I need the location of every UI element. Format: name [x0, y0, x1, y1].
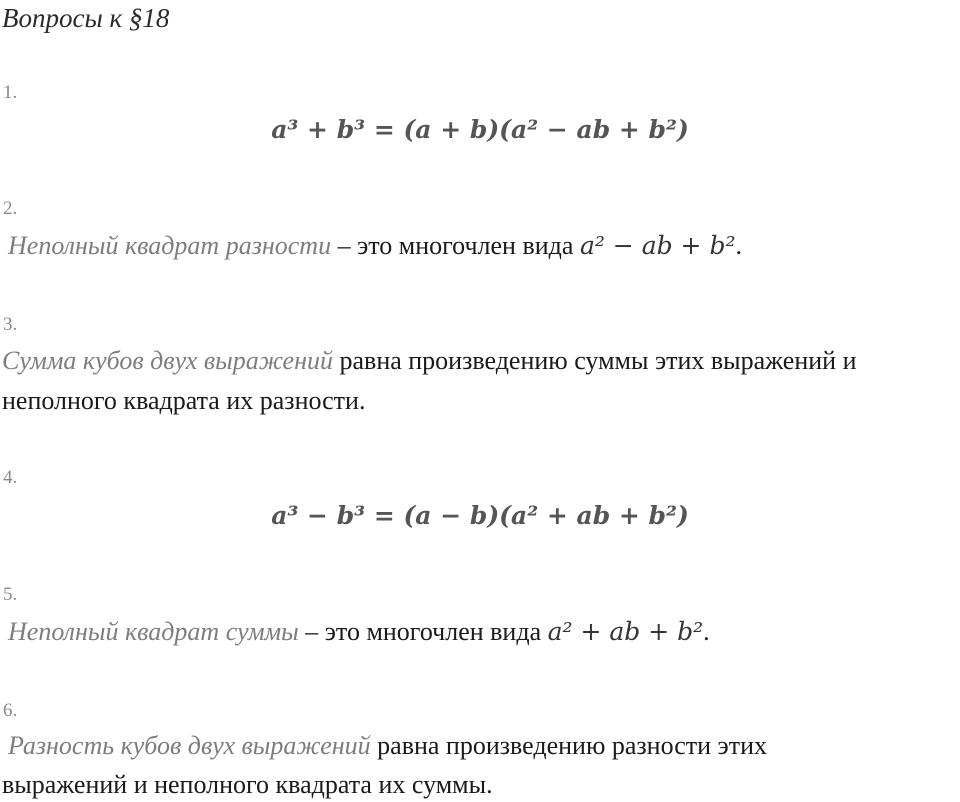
term-sum-of-cubes: Сумма кубов двух выражений [2, 346, 333, 375]
question-number-3: 3. [3, 314, 18, 335]
answer-3-line-1 [2, 344, 856, 378]
term-incomplete-square-difference: Неполный квадрат разности [8, 231, 332, 260]
question-number-2: 2. [3, 198, 18, 219]
question-number-4: 4. [3, 467, 18, 488]
answer-6-line-2: выражений и неполного квадрата их суммы. [2, 770, 493, 799]
answer-5-text: – это многочлен вида [298, 617, 548, 646]
answer-6-line-1 [8, 729, 767, 763]
answer-5-math: a² + ab + b² [547, 617, 704, 646]
answer-2 [8, 229, 742, 263]
answer-2-end: . [735, 231, 742, 260]
answer-3-text-1: равна произведению суммы этих выражений и [333, 346, 857, 375]
formula-difference-of-cubes: a³ − b³ = (a − b)(a² + ab + b²) [271, 501, 689, 530]
answer-5 [8, 615, 710, 649]
question-number-6: 6. [3, 700, 18, 721]
question-number-5: 5. [3, 584, 18, 605]
answer-5-end: . [703, 617, 710, 646]
answer-2-text: – это многочлен вида [331, 231, 580, 260]
answer-2-math: a² − ab + b² [579, 231, 736, 260]
term-incomplete-square-sum: Неполный квадрат суммы [8, 617, 299, 646]
term-difference-of-cubes: Разность кубов двух выражений [8, 731, 371, 760]
page-title: Вопросы к §18 [2, 3, 170, 33]
question-number-1: 1. [3, 82, 18, 103]
answer-3-line-2: неполного квадрата их разности. [2, 386, 366, 415]
formula-sum-of-cubes: a³ + b³ = (a + b)(a² − ab + b²) [271, 115, 689, 144]
answer-6-text-1: равна произведению разности этих [370, 731, 767, 760]
